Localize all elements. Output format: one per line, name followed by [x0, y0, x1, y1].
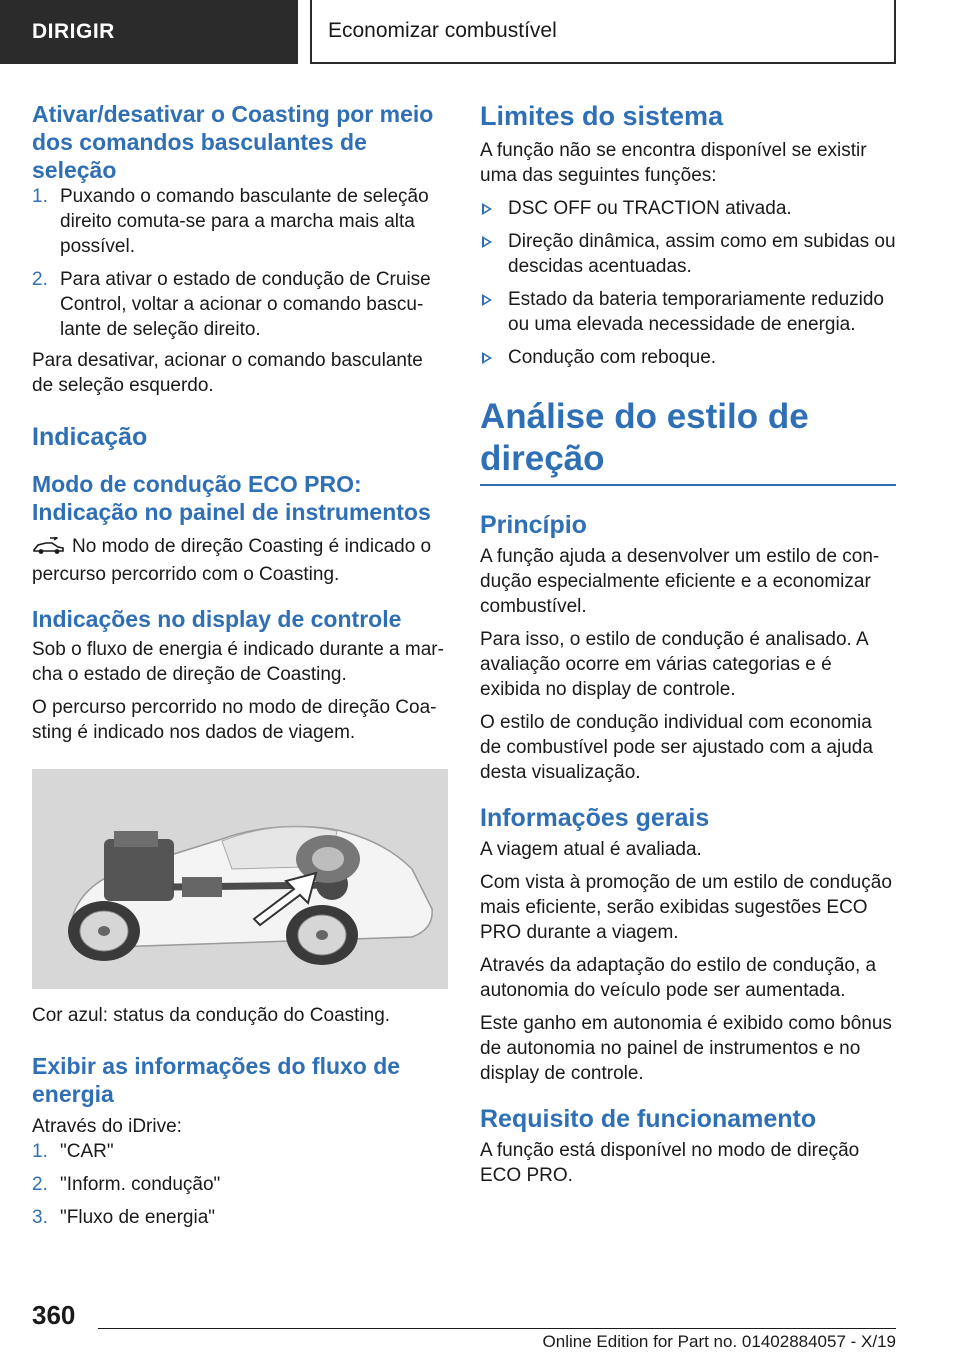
step-number: 3. — [32, 1207, 48, 1228]
heading-driving-style-analysis: Análise do estilo de direção — [480, 397, 809, 478]
right-column — [480, 100, 896, 1188]
paragraph-limits: A função não se encontra disponível se existir uma das seguintes funções: — [480, 140, 867, 186]
paragraph-requirement: A função está disponível no modo de direção ECO PRO. — [480, 1140, 860, 1186]
paragraph-display-2: O percurso percorrido no modo de direção Coa-sting é indicado nos dados de viagem. — [32, 697, 437, 743]
coasting-car-icon — [32, 537, 66, 562]
list-item — [480, 229, 896, 279]
paragraph-principle-1: A função ajuda a desenvolver um estilo de con-dução especialmente eficiente e a economizar combustível. — [480, 546, 880, 617]
limit-text: DSC OFF ou TRACTION ativada. — [508, 198, 792, 219]
step-text: "Fluxo de energia" — [60, 1207, 216, 1228]
step-number: 2. — [32, 269, 48, 290]
heading-principle: Princípio — [480, 511, 587, 539]
triangle-bullet-icon — [482, 203, 492, 215]
header-section — [0, 0, 298, 64]
heading-requirement: Requisito de funcionamento — [480, 1105, 817, 1133]
paragraph-general-2: Com vista à promoção de um estilo de condução mais eficiente, serão exibidas sugestões ECO PRO durante a viagem. — [480, 872, 892, 943]
list-item — [32, 184, 448, 259]
triangle-bullet-icon — [482, 236, 492, 248]
paragraph-eco-pro — [32, 534, 448, 587]
list-item — [32, 1205, 448, 1230]
step-text: "Inform. condução" — [60, 1174, 221, 1195]
step-text: Puxando o comando basculante de seleção direito comuta-se para a marcha mais alta possível. — [60, 186, 429, 257]
car-illustration — [32, 769, 448, 989]
heading-system-limits: Limites do sistema — [480, 101, 724, 131]
step-text: "CAR" — [60, 1141, 114, 1162]
idrive-steps — [32, 1139, 448, 1230]
left-column — [32, 100, 448, 1230]
coasting-steps — [32, 184, 448, 342]
triangle-bullet-icon — [482, 294, 492, 306]
limit-text: Estado da bateria temporariamente reduzido ou uma elevada necessidade de energia. — [508, 289, 885, 335]
list-item — [480, 196, 896, 221]
heading-energy-flow: Exibir as informações do fluxo de energia — [32, 1053, 401, 1107]
paragraph-deactivate: Para desativar, acionar o comando basculante de seleção esquerdo. — [32, 350, 423, 396]
heading-coasting-toggle: Ativar/desativar o Coasting por meio dos comandos basculantes de seleção — [32, 101, 434, 183]
eco-pro-text: No modo de direção Coasting é indicado o percurso percorrido com o Coasting. — [32, 536, 432, 585]
heading-eco-pro: Modo de condução ECO PRO: Indicação no painel de instrumentos — [32, 471, 431, 525]
step-number: 2. — [32, 1174, 48, 1195]
paragraph-general-3: Através da adaptação do estilo de condução, a autonomia do veículo pode ser aumentada. — [480, 955, 877, 1001]
figure-caption: Cor azul: status da condução do Coasting. — [32, 1005, 391, 1026]
paragraph-general-1: A viagem atual é avaliada. — [480, 839, 702, 860]
limit-text: Direção dinâmica, assim como em subidas ou descidas acentuadas. — [508, 231, 896, 277]
list-item — [32, 1139, 448, 1164]
heading-general-info: Informações gerais — [480, 804, 710, 832]
list-item — [480, 287, 896, 337]
triangle-bullet-icon — [482, 352, 492, 364]
paragraph-general-4: Este ganho em autonomia é exibido como bônus de autonomia no painel de instrumentos e no display de controle. — [480, 1013, 892, 1084]
car-drivetrain-figure — [32, 769, 448, 989]
heading-display: Indicações no display de controle — [32, 606, 402, 632]
step-number: 1. — [32, 1141, 48, 1162]
header-title: Economizar combustível — [328, 19, 557, 42]
list-item — [480, 345, 896, 370]
header-title-box — [310, 0, 896, 64]
step-number: 1. — [32, 186, 48, 207]
step-text: Para ativar o estado de condução de Cruise Control, voltar a acionar o comando bascu-lante de seleção direito. — [60, 269, 431, 340]
limit-text: Condução com reboque. — [508, 347, 717, 368]
footer-divider — [98, 1328, 896, 1329]
paragraph-display-1: Sob o fluxo de energia é indicado durante a mar-cha o estado de direção de Coasting. — [32, 639, 444, 685]
limits-list — [480, 196, 896, 370]
heading-underline — [480, 484, 896, 486]
heading-indicacao: Indicação — [32, 423, 148, 451]
header-section-label: DIRIGIR — [32, 20, 115, 43]
list-item — [32, 267, 448, 342]
paragraph-principle-3: O estilo de condução individual com economia de combustível pode ser ajustado com a ajuda desta visualização. — [480, 712, 873, 783]
paragraph-idrive: Através do iDrive: — [32, 1116, 182, 1137]
list-item — [32, 1172, 448, 1197]
page-number: 360 — [32, 1300, 76, 1330]
paragraph-principle-2: Para isso, o estilo de condução é analisado. A avaliação ocorre em várias categorias e é exibida no display de controle. — [480, 629, 868, 700]
footer-edition: Online Edition for Part no. 01402884057 - X/19 — [542, 1332, 896, 1351]
